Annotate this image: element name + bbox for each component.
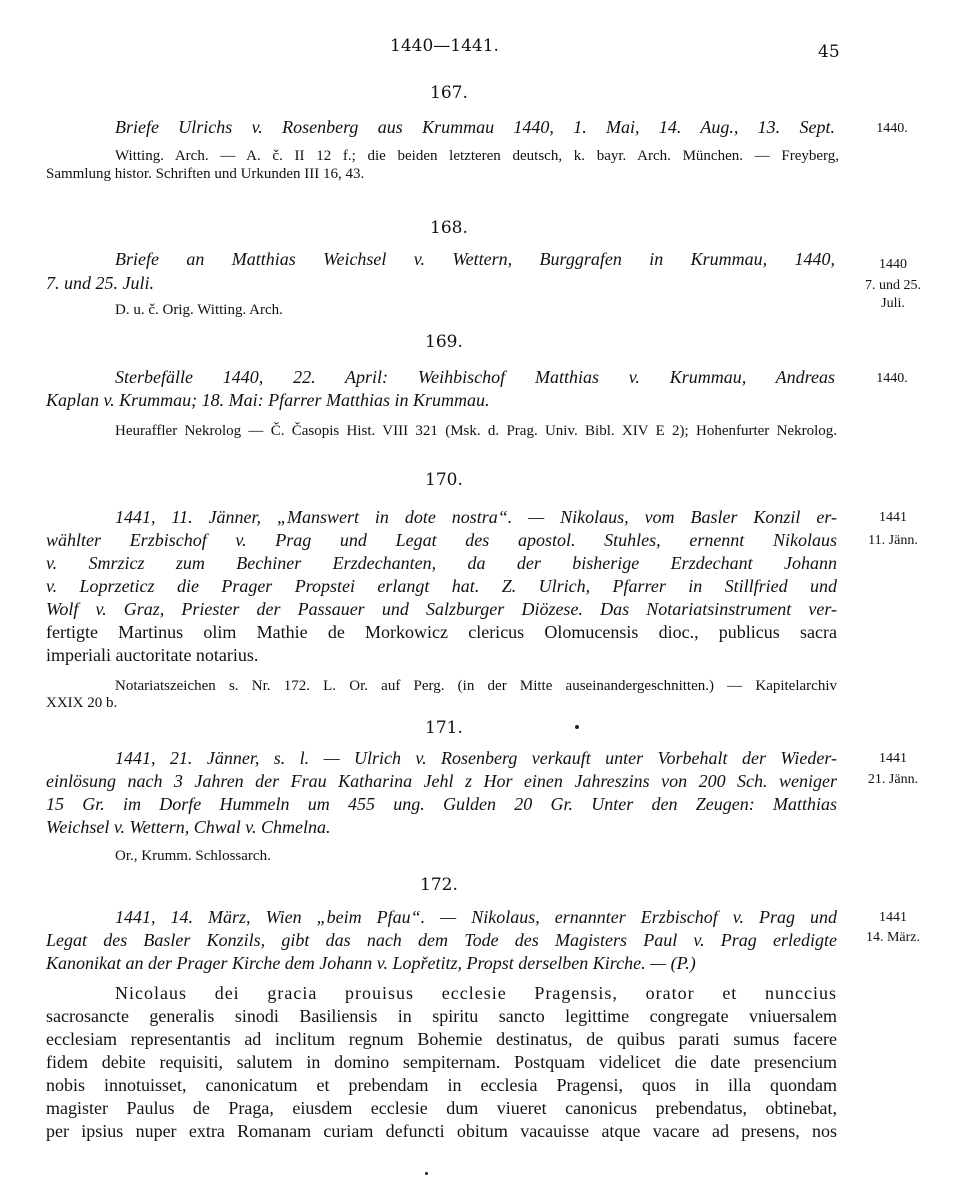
doc-169-title-line-2: Kaplan v. Krummau; 18. Mai: Pfarrer Matthias in Krummau. bbox=[46, 390, 490, 410]
doc-170-line-5: Wolf v. Graz, Priester der Passauer und Salzburger Diözese. Das Notariatsinstrument ver- bbox=[46, 599, 837, 619]
margin-date-172-2: 14. März. bbox=[865, 930, 921, 945]
doc-171-line-2: einlösung nach 3 Jahren der Frau Katharina Jehl z Hor einen Jahreszins von 200 Sch. weniger bbox=[46, 771, 837, 791]
margin-date-172-1: 1441 bbox=[879, 910, 907, 925]
margin-date-171-1: 1441 bbox=[879, 751, 907, 766]
doc-172-body-line-3: ecclesiam representantis ad inclitum regnum Bohemie destinatus, de quibus parati sumus facere bbox=[46, 1029, 837, 1049]
doc-172-line-3: Kanonikat an der Prager Kirche dem Johann v. Lopřetitz, Propst derselben Kirche. — (P.) bbox=[46, 953, 696, 973]
doc-172-body-line-4: fidem debite requisiti, salutem in domino sempiternam. Postquam videlicet die date presencium bbox=[46, 1052, 837, 1072]
doc-171-line-3: 15 Gr. im Dorfe Hummeln um 455 ung. Gulden 20 Gr. Unter den Zeugen: Matthias bbox=[46, 794, 837, 814]
ink-dot bbox=[575, 725, 579, 729]
doc-172-body-line-6: magister Paulus de Praga, eiusdem ecclesie dum viueret canonicus prebendatus, obtinebat, bbox=[46, 1098, 837, 1118]
doc-number-169: 169. bbox=[425, 332, 463, 352]
doc-number-171: 171. bbox=[425, 718, 463, 738]
doc-167-source-line-2: Sammlung histor. Schriften und Urkunden III 16, 43. bbox=[46, 166, 365, 182]
doc-172-body-line-2: sacrosancte generalis sinodi Basiliensis in spiritu sancto legittime congregate vniuersalem bbox=[46, 1006, 837, 1026]
doc-170-line-4: v. Loprzeticz die Prager Propstei erlangt hat. Z. Ulrich, Pfarrer in Stillfried und bbox=[46, 576, 837, 596]
doc-number-170: 170. bbox=[425, 470, 463, 490]
doc-170-line-7: imperiali auctoritate notarius. bbox=[46, 645, 259, 665]
margin-date-168-1: 1440 bbox=[879, 257, 907, 272]
doc-168-title-line-2: 7. und 25. Juli. bbox=[46, 273, 154, 293]
doc-number-167: 167. bbox=[430, 83, 468, 103]
doc-171-line-1: 1441, 21. Jänner, s. l. — Ulrich v. Rosenberg verkauft unter Vorbehalt der Wieder- bbox=[115, 748, 837, 768]
doc-172-line-1: 1441, 14. März, Wien „beim Pfau“. — Nikolaus, ernannter Erzbischof v. Prag und bbox=[115, 907, 837, 927]
page-range-header: 1440—1441. bbox=[390, 36, 499, 56]
doc-167-title: Briefe Ulrichs v. Rosenberg aus Krummau 1440, 1. Mai, 14. Aug., 13. Sept. bbox=[115, 117, 835, 137]
margin-date-170-1: 1441 bbox=[879, 510, 907, 525]
doc-number-168: 168. bbox=[430, 218, 468, 238]
doc-170-source-line-1: Notariatszeichen s. Nr. 172. L. Or. auf Perg. (in der Mitte auseinandergeschnitten.) — Kapitelarchiv bbox=[115, 678, 837, 694]
doc-170-line-6: fertigte Martinus olim Mathie de Morkowicz clericus Olomucensis dioc., publicus sacra bbox=[46, 622, 837, 642]
doc-170-source-line-2: XXIX 20 b. bbox=[46, 695, 118, 711]
doc-169-title-line-1: Sterbefälle 1440, 22. April: Weihbischof Matthias v. Krummau, Andreas bbox=[115, 367, 835, 387]
doc-172-body-line-5: nobis innotuisset, canonicatum et prebendam in ecclesia Pragensi, quos in illa quondam bbox=[46, 1075, 837, 1095]
doc-172-body-line-7: per ipsius nuper extra Romanam curiam defuncti obitum vacauisse atque vacare ad presens, nos bbox=[46, 1121, 837, 1141]
doc-168-source: D. u. č. Orig. Witting. Arch. bbox=[115, 302, 283, 318]
page-number: 45 bbox=[818, 42, 840, 62]
doc-172-line-2: Legat des Basler Konzils, gibt das nach dem Tode des Magisters Paul v. Prag erledigte bbox=[46, 930, 837, 950]
doc-number-172: 172. bbox=[420, 875, 458, 895]
ink-dot-bottom bbox=[425, 1172, 428, 1175]
margin-date-170-2: 11. Jänn. bbox=[868, 533, 918, 548]
doc-170-line-3: v. Smrzicz zum Bechiner Erzdechanten, da der bisherige Erzdechant Johann bbox=[46, 553, 837, 573]
margin-date-171-2: 21. Jänn. bbox=[867, 772, 919, 787]
doc-172-body-line-1: Nicolaus dei gracia prouisus ecclesie Pragensis, orator et nunccius bbox=[115, 983, 837, 1003]
doc-171-source: Or., Krumm. Schlossarch. bbox=[115, 848, 271, 864]
doc-171-line-4: Weichsel v. Wettern, Chwal v. Chmelna. bbox=[46, 817, 331, 837]
doc-168-title-line-1: Briefe an Matthias Weichsel v. Wettern, Burggrafen in Krummau, 1440, bbox=[115, 249, 835, 269]
doc-167-source-line-1: Witting. Arch. — A. č. II 12 f.; die beiden letzteren deutsch, k. bayr. Arch. München. — Freyberg, bbox=[115, 148, 839, 164]
margin-date-167: 1440. bbox=[876, 121, 908, 136]
margin-date-168-2: 7. und 25. bbox=[865, 278, 921, 293]
margin-date-169: 1440. bbox=[876, 371, 908, 386]
margin-date-168-3: Juli. bbox=[881, 296, 905, 311]
doc-170-line-2: wählter Erzbischof v. Prag und Legat des apostol. Stuhles, ernennt Nikolaus bbox=[46, 530, 837, 550]
doc-169-source: Heuraffler Nekrolog — Č. Časopis Hist. VIII 321 (Msk. d. Prag. Univ. Bibl. XIV E 2); Hohenfurter Nekrolog. bbox=[115, 423, 837, 439]
doc-170-line-1: 1441, 11. Jänner, „Manswert in dote nostra“. — Nikolaus, vom Basler Konzil er- bbox=[115, 507, 837, 527]
